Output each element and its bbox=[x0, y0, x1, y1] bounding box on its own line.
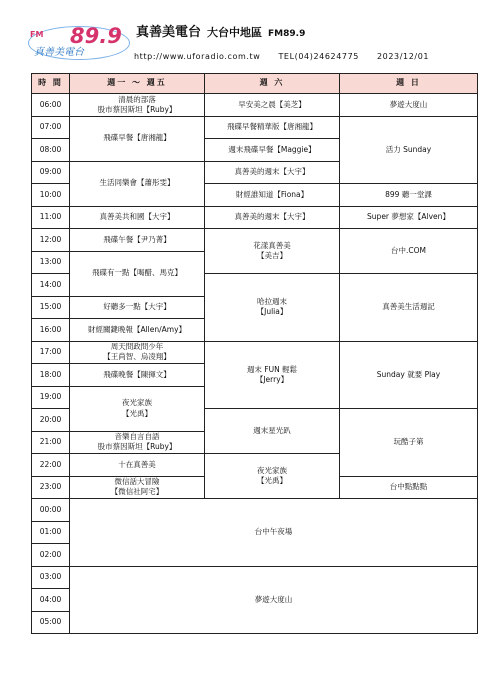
program-cell: 十在真善美 bbox=[70, 454, 205, 477]
program-cell: 真善美共和國【大宇】 bbox=[70, 206, 205, 229]
program-cell: Sunday 就要 Play bbox=[340, 341, 478, 409]
program-cell: 夜光家族 【光禹】 bbox=[205, 454, 340, 499]
program-cell: 週末星光趴 bbox=[205, 409, 340, 454]
region-subtitle: 大台中地區 bbox=[207, 26, 263, 39]
time-cell: 23:00 bbox=[32, 476, 70, 499]
program-cell: 花漾真善美 【美吉】 bbox=[205, 229, 340, 274]
program-cell: 飛碟晚餐【陳揮文】 bbox=[70, 364, 205, 387]
program-cell: 飛碟早餐精華版【唐湘龍】 bbox=[205, 116, 340, 139]
time-cell: 17:00 bbox=[32, 341, 70, 364]
station-logo bbox=[30, 22, 128, 60]
program-cell-late-night: 夢遊大度山 bbox=[70, 566, 478, 634]
program-cell: 夢遊大度山 bbox=[340, 94, 478, 117]
table-row bbox=[32, 94, 478, 117]
header-sunday: 週 日 bbox=[340, 74, 478, 94]
time-cell: 12:00 bbox=[32, 229, 70, 252]
logo-station-name: 真善美電台 bbox=[34, 47, 84, 58]
time-cell: 15:00 bbox=[32, 296, 70, 319]
station-title: 真善美電台 bbox=[136, 25, 202, 40]
program-cell: 生活同樂會【蕭彤雯】 bbox=[70, 161, 205, 206]
program-cell: 週末 FUN 輕鬆 【Jerry】 bbox=[205, 341, 340, 409]
frequency-label: FM89.9 bbox=[268, 29, 306, 39]
table-row bbox=[32, 206, 478, 229]
time-cell: 20:00 bbox=[32, 409, 70, 432]
program-cell-late-night: 台中午夜場 bbox=[70, 499, 478, 567]
program-cell: 899 聽一堂課 bbox=[340, 184, 478, 207]
program-cell: 清晨的部落 股市蔡因斯坦【Ruby】 bbox=[70, 94, 205, 117]
table-row bbox=[32, 499, 478, 522]
time-cell: 01:00 bbox=[32, 521, 70, 544]
program-cell: Super 夢想家【Alven】 bbox=[340, 206, 478, 229]
time-cell: 03:00 bbox=[32, 566, 70, 589]
time-cell: 16:00 bbox=[32, 319, 70, 342]
table-row bbox=[32, 341, 478, 364]
program-cell: 飛碟早餐【唐湘龍】 bbox=[70, 116, 205, 161]
program-cell: 周天問政問少年 【王尚智、烏凌翔】 bbox=[70, 341, 205, 364]
schedule-table bbox=[31, 73, 478, 634]
program-cell: 週末飛碟早餐【Maggie】 bbox=[205, 139, 340, 162]
program-cell: 活力 Sunday bbox=[340, 116, 478, 184]
program-cell: 微信話大冒險 【微信社阿宅】 bbox=[70, 476, 205, 499]
program-cell: 財經關鍵晚報【Allen/Amy】 bbox=[70, 319, 205, 342]
time-cell: 22:00 bbox=[32, 454, 70, 477]
time-cell: 07:00 bbox=[32, 116, 70, 139]
header-weekday: 週一 ～ 週五 bbox=[70, 74, 205, 94]
program-cell: 好聽多一點【大宇】 bbox=[70, 296, 205, 319]
program-cell: 飛碟午餐【尹乃菁】 bbox=[70, 229, 205, 252]
time-cell: 13:00 bbox=[32, 251, 70, 274]
program-cell: 真善美的週末【大宇】 bbox=[205, 161, 340, 184]
program-cell: 財經誰知道【Fiona】 bbox=[205, 184, 340, 207]
time-cell: 10:00 bbox=[32, 184, 70, 207]
header-saturday: 週 六 bbox=[205, 74, 340, 94]
program-cell: 台中.COM bbox=[340, 229, 478, 274]
time-cell: 18:00 bbox=[32, 364, 70, 387]
program-cell: 真善美生活週記 bbox=[340, 274, 478, 342]
time-cell: 19:00 bbox=[32, 386, 70, 409]
program-cell: 真善美的週末【大宇】 bbox=[205, 206, 340, 229]
program-cell: 飛碟有一點【喝醋、馬克】 bbox=[70, 251, 205, 296]
time-cell: 00:00 bbox=[32, 499, 70, 522]
table-row bbox=[32, 116, 478, 139]
time-cell: 04:00 bbox=[32, 589, 70, 612]
time-cell: 02:00 bbox=[32, 544, 70, 567]
program-cell: 台中點點點 bbox=[340, 476, 478, 499]
time-cell: 06:00 bbox=[32, 94, 70, 117]
program-cell: 早安美之晨【美芝】 bbox=[205, 94, 340, 117]
phone-number: TEL(04)24624775 bbox=[278, 52, 359, 61]
table-header-row bbox=[32, 74, 478, 94]
program-cell: 玩酷子第 bbox=[340, 409, 478, 477]
logo-frequency: 89.9 bbox=[70, 24, 122, 48]
program-cell: 音樂自言自語 股市蔡因斯坦【Ruby】 bbox=[70, 431, 205, 454]
header-time: 時 間 bbox=[32, 74, 70, 94]
program-cell: 夜光家族 【光禹】 bbox=[70, 386, 205, 431]
schedule-date: 2023/12/01 bbox=[376, 52, 430, 61]
time-cell: 05:00 bbox=[32, 611, 70, 634]
website-url[interactable]: http://www.uforadio.com.tw bbox=[134, 52, 261, 61]
time-cell: 21:00 bbox=[32, 431, 70, 454]
logo-fm-text: FM bbox=[30, 30, 44, 39]
time-cell: 09:00 bbox=[32, 161, 70, 184]
time-cell: 14:00 bbox=[32, 274, 70, 297]
time-cell: 11:00 bbox=[32, 206, 70, 229]
table-row bbox=[32, 566, 478, 589]
page-header bbox=[30, 8, 470, 66]
page-title bbox=[136, 21, 305, 40]
time-cell: 08:00 bbox=[32, 139, 70, 162]
program-cell: 哈拉週末 【Julia】 bbox=[205, 274, 340, 342]
contact-info bbox=[134, 52, 447, 61]
table-row bbox=[32, 229, 478, 252]
